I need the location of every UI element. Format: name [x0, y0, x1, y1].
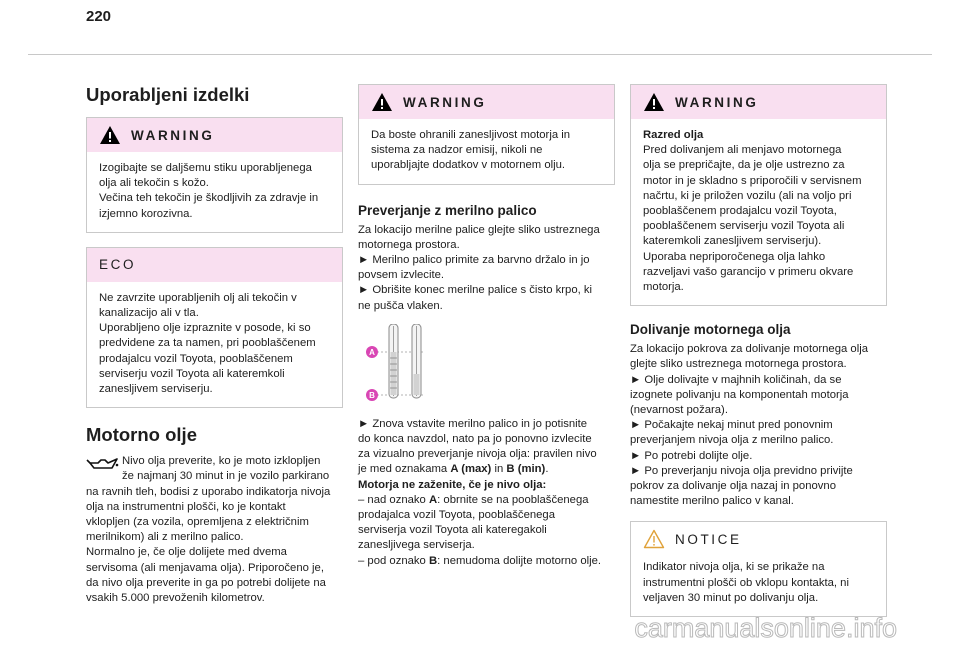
text-line: glejte sliko ustreznega motornega prostora. [630, 358, 847, 371]
notice-title: NOTICE [675, 531, 742, 547]
eco-box [86, 247, 343, 408]
eco-title: ECO [99, 257, 137, 273]
text-line-below-b: – pod oznako B: nemudoma dolijte motorno olje. [358, 554, 602, 567]
warning-triangle-icon [99, 125, 121, 145]
check-level-text [358, 417, 615, 569]
oil-can-icon [86, 454, 120, 476]
text-line: serviserja vozil Toyota ali kateregakoli [358, 524, 547, 537]
text-line: ► Obrišite konec merilne palice s čisto krpo, ki [358, 284, 593, 297]
text-line: zanesljivem serviserju. [99, 383, 213, 396]
page-number: 220 [86, 8, 112, 25]
dipstick-text [358, 223, 615, 314]
text-line: zanesljivega serviserja. [358, 539, 475, 552]
dipstick-heading: Preverjanje z merilno palico [358, 202, 537, 218]
text-line: namestite merilno palico v kanal. [630, 495, 794, 508]
text-line: Nivo olja preverite, ko je moto izklopljen [122, 455, 321, 468]
text-line: ► Merilno palico primite za barvno držalo in jo [358, 254, 590, 267]
text-line: serviserju vozil Toyota ali kateremkoli [99, 367, 285, 380]
warning-box [630, 84, 887, 306]
warning-title: WARNING [675, 94, 759, 110]
warning-triangle-icon [643, 92, 665, 112]
warning-box [86, 117, 343, 233]
warning-triangle-icon [371, 92, 393, 112]
section-heading: Uporabljeni izdelki [86, 84, 250, 105]
label-a: A [369, 347, 375, 357]
warning-title: WARNING [131, 127, 215, 143]
topup-heading: Dolivanje motornega olja [630, 322, 791, 338]
warning-box [358, 84, 615, 185]
text-line: predvidene za ta namen, pri pooblaščenem [99, 337, 316, 350]
warning-header [87, 118, 342, 152]
text-line: izognete polivanju na komponentah motorja [630, 388, 849, 401]
text-line: (nevarnost požara). [630, 404, 728, 417]
top-divider [28, 54, 932, 55]
text-line: že najmanj 30 minut in je vozilo parkirano [122, 470, 330, 483]
text-line: vsakih 5.000 prevoženih kilometrov. [86, 592, 265, 605]
text-line: vklopljen (za vozila, opremljena z električnim [86, 516, 309, 529]
text-line: olja se prepričajte, da je olje ustrezno za [643, 159, 845, 172]
warning-body [631, 119, 886, 305]
bold-text-line: Razred olja [643, 129, 704, 141]
oil-indent-text [122, 454, 329, 484]
text-line: pokrov za dolivanje olja nazaj in ponovno [630, 480, 836, 493]
text-line: Da boste ohranili zanesljivost motorja in [371, 129, 571, 141]
text-line: izjemno korozivna. [99, 207, 193, 220]
text-line: motor in je skladno s priporočili v servisnem [643, 174, 862, 187]
text-line: razveljavi vašo garancijo v primeru okvare [643, 265, 854, 278]
text-line: kanalizacijo ali v tla. [99, 307, 199, 320]
text-line: pooblaščenem prodajalcu vozil Toyota, [643, 205, 837, 218]
text-line: motorja. [643, 281, 684, 294]
text-line: instrumentni plošči ob vklopu kontakta, ni [643, 576, 849, 589]
watermark [0, 608, 960, 649]
text-line: Normalno je, če olje dolijete med dvema [86, 546, 287, 559]
text-line: ► Po preverjanju nivoja olja previdno privijte [630, 464, 853, 477]
text-line: Ne zavrzite uporabljenih olj ali tekočin v [99, 291, 297, 304]
text-line: motornega prostora. [358, 238, 460, 251]
text-line: ► Po potrebi dolijte olje. [630, 449, 753, 462]
warning-title: WARNING [403, 94, 487, 110]
text-line: za vizualno preverjanje nivoja olja: pravilen nivo [358, 448, 597, 461]
motor-oil-text [86, 454, 343, 606]
text-line: ► Olje dolivajte v majhnih količinah, da se [630, 373, 842, 386]
warning-body [359, 119, 614, 184]
text-line: olja na instrumentni plošči, ko je kontakt [86, 500, 286, 513]
text-line: prodajalcu vozil Toyota, pooblaščenem [99, 352, 293, 365]
warning-header [359, 85, 614, 119]
text-line: merilnikom) ali z merilno palico. [86, 531, 244, 544]
text-line: ► Znova vstavite merilno palico in jo potisnite [358, 417, 588, 430]
text-line: Za lokacijo merilne palice glejte sliko ustreznega [358, 223, 600, 236]
text-line: uporabljajte dodatkov v motornem olju. [371, 159, 566, 172]
text-line: kateremkoli zanesljivem serviserju). [643, 235, 822, 248]
text-line: na ravnih tleh, bodisi z uporabo indikatorja nivoja [86, 485, 331, 498]
text-line: olja ali tekočin s kožo. [99, 177, 209, 190]
motor-oil-heading: Motorno olje [86, 424, 197, 446]
watermark-text: carmanualsonline.info [634, 613, 897, 643]
eco-header [87, 248, 342, 282]
warning-body [87, 152, 342, 232]
topup-text [630, 342, 887, 509]
text-line: sistema za nadzor emisij, nikoli ne [371, 144, 543, 157]
text-line: povsem izvlecite. [358, 269, 445, 282]
column-1 [86, 84, 343, 606]
text-line: ne pušča vlaken. [358, 299, 443, 312]
text-line: ► Počakajte nekaj minut pred ponovnim [630, 419, 833, 432]
eco-body [87, 282, 342, 407]
notice-header [631, 522, 886, 556]
text-line: do konca navzdol, nato pa jo ponovno izvlecite [358, 433, 592, 446]
text-line: preverjanjem nivoja olja z merilno palico. [630, 434, 834, 447]
text-line: pooblaščenem serviserju vozil Toyota ali [643, 220, 845, 233]
text-line: Indikator nivoja olja, ki se prikaže na [643, 561, 825, 574]
text-line: Izogibajte se daljšemu stiku uporabljenega [99, 162, 312, 174]
column-3 [630, 84, 887, 617]
text-line: Za lokacijo pokrova za dolivanje motornega olja [630, 343, 868, 356]
warning-header [631, 85, 886, 119]
text-line: načrtu, ki je priložen vozilu (ali na voljo pri [643, 189, 852, 202]
oil-indent-row [86, 454, 343, 484]
text-line: Uporabljeno olje izpraznite v posode, ki so [99, 322, 311, 335]
text-line: Večina teh tekočin je škodljivih za zdravje in [99, 192, 319, 205]
dipstick-diagram [364, 324, 430, 404]
mark-a-max: A (max) [450, 463, 492, 476]
text-line: veljaven 30 minut po dolivanju olja. [643, 591, 819, 604]
mark-b-min: B (min) [506, 463, 546, 476]
text-line: prodajalca vozil Toyota, pooblaščenega [358, 509, 555, 522]
text-line: Uporaba nepriporočenega olja lahko [643, 250, 826, 263]
label-b: B [369, 390, 375, 400]
text-line-above-a: – nad oznako A: obrnite se na pooblaščenega [358, 493, 589, 506]
column-2 [358, 84, 615, 569]
text-line: da nivo olja preverite in ga po potrebi dolijete na [86, 576, 326, 589]
text-line-marks: je med oznakama A (max) in B (min). [358, 463, 549, 476]
bold-text-line: Motorja ne zaženite, če je nivo olja: [358, 478, 547, 491]
text-line: Pred dolivanjem ali menjavo motornega [643, 144, 842, 157]
notice-triangle-icon [643, 529, 665, 549]
text-line: servisoma (ali menjavama olja). Priporočeno je, [86, 561, 324, 574]
notice-box [630, 521, 887, 617]
